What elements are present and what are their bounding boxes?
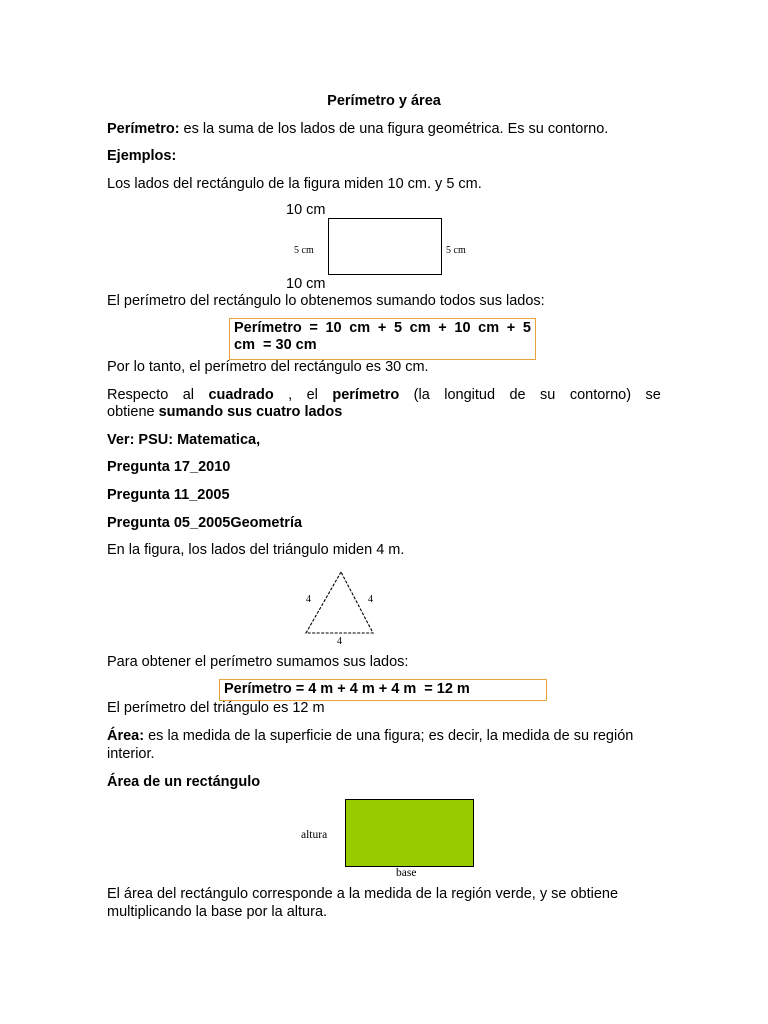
square-term: cuadrado	[208, 387, 274, 403]
area-term: Área:	[107, 728, 145, 744]
triangle-right-label: 4	[368, 594, 373, 605]
rectangle-formula-line2: cm = 30 cm	[234, 337, 317, 353]
triangle-left-label: 4	[306, 594, 311, 605]
triangle-result: El perímetro del triángulo es 12 m	[107, 700, 325, 716]
square-paragraph-line1: Respecto al cuadrado , el perímetro (la longitud de su contorno) se	[107, 387, 661, 403]
rectangle-figure	[328, 218, 442, 275]
triangle-shape	[306, 572, 373, 633]
area-height-label: altura	[301, 829, 328, 841]
rectangle-intro: Los lados del rectángulo de la figura miden 10 cm. y 5 cm.	[107, 176, 482, 192]
perimeter-definition-text: es la suma de los lados de una figura geométrica. Es su contorno.	[179, 121, 609, 137]
link-pregunta-11-2005[interactable]: Pregunta 11_2005	[107, 487, 230, 503]
triangle-intro: En la figura, los lados del triángulo miden 4 m.	[107, 542, 405, 558]
link-pregunta-17-2010[interactable]: Pregunta 17_2010	[107, 459, 231, 475]
rectangle-formula-line1: Perímetro = 10 cm + 5 cm + 10 cm + 5	[234, 320, 531, 336]
link-psu-matematica[interactable]: Ver: PSU: Matematica,	[107, 432, 261, 448]
triangle-formula-box: Perímetro = 4 m + 4 m + 4 m = 12 m	[219, 679, 547, 701]
document-page	[107, 0, 661, 1024]
area-definition-line1: Área: es la medida de la superficie de una figura; es decir, la medida de su región	[107, 728, 634, 744]
perimeter-definition	[107, 120, 608, 138]
rect-left-label: 5 cm	[294, 245, 314, 256]
rectangle-sum-intro: El perímetro del rectángulo lo obtenemos sumando todos sus lados:	[107, 293, 545, 309]
triangle-sum-intro: Para obtener el perímetro sumamos sus lados:	[107, 654, 409, 670]
rect-bottom-label: 10 cm	[286, 276, 326, 292]
perimeter-term-inline: perímetro	[332, 387, 400, 403]
triangle-base-label: 4	[337, 636, 342, 647]
examples-heading: Ejemplos:	[107, 148, 177, 164]
area-text-line1: El área del rectángulo corresponde a la medida de la región verde, y se obtiene	[107, 886, 619, 902]
area-text-line2: multiplicando la base por la altura.	[107, 904, 328, 920]
rect-top-label: 10 cm	[286, 202, 326, 218]
rect-right-label: 5 cm	[446, 245, 466, 256]
area-rectangle-heading: Área de un rectángulo	[107, 774, 261, 790]
area-definition-line2: interior.	[107, 746, 155, 762]
link-pregunta-05-2005[interactable]: Pregunta 05_2005Geometría	[107, 515, 303, 531]
page-title: Perímetro y área	[327, 93, 441, 109]
rectangle-result: Por lo tanto, el perímetro del rectángulo es 30 cm.	[107, 359, 429, 375]
rectangle-formula-box	[229, 318, 536, 360]
perimeter-term: Perímetro:	[107, 121, 180, 137]
area-base-label: base	[396, 867, 417, 879]
square-paragraph-line2: obtiene sumando sus cuatro lados	[107, 404, 343, 420]
area-rectangle-figure	[345, 799, 474, 867]
